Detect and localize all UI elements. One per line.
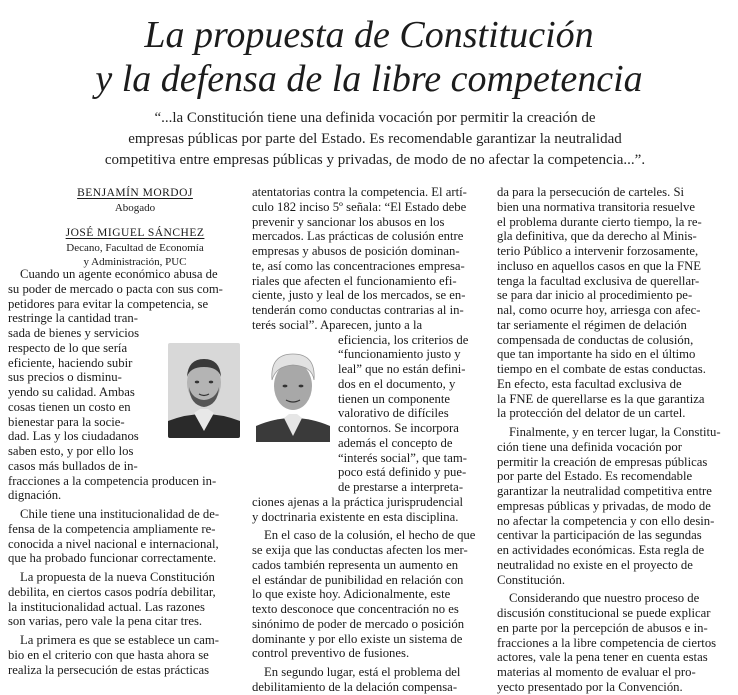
text-line: empresas y abusos de posición dominan- [252,244,460,258]
text-line: dad. Las y los ciudadanos [8,429,139,444]
text-line: incluso en aquellos casos en que la FNE [497,258,702,273]
text-line: lo que existe hoy. Adicionalmente, este [252,587,451,602]
text-line: el problema durante cierto tiempo, la re- [497,214,702,229]
text-line: te, así como las concentraciones empresa- [252,258,465,273]
text-line: bienestar para la socie- [8,414,125,429]
text-line: centivar la participación de las segundas [497,528,702,543]
text-line: “funcionamiento justo y [338,347,461,362]
text-line: La propuesta de la nueva Constitución [20,570,215,584]
text-line: control preventivo de fusiones. [252,646,410,661]
author-role: y Administración, PUC [83,256,187,268]
column-3 [497,185,733,695]
text-line: sinónimo de poder de mercado o posición [252,616,465,631]
text-line: “interés social”, que tam- [338,450,467,465]
text-line: actores, vale la pena tener en cuenta estas [497,650,708,665]
text-line: debilita, en ciertos casos podría debilitar, [8,584,216,599]
text-line: empresas públicas y privadas, de modo de [497,498,711,513]
text-line: dos en el documento, y [338,376,456,391]
text-line: nal, como ocurre hoy, arriesga con afec- [497,303,701,317]
text-line: se exija que las conductas afecten los mer- [252,543,468,557]
text-line: eficiencia, los criterios de [338,332,469,347]
text-line: En efecto, esta facultad exclusiva de [497,376,682,391]
text-line: Constitución. [497,572,566,587]
text-line: terés social”. Aparecen, junto a la [252,317,423,332]
text-line: Chile tiene una institucionalidad de de- [20,507,220,521]
byline [30,185,240,273]
text-line: petidores para evitar la competencia, se [8,296,209,311]
text-line: el estándar de punibilidad en relación con [252,572,464,587]
text-line: se para dar inicio al procedimiento pe- [497,288,693,303]
headline-line-1: La propuesta de Constitución [144,14,594,56]
text-line: que ha probado funcionar correctamente. [8,551,217,566]
text-line: Considerando que nuestro proceso de [509,591,700,606]
text-line: dignación. [8,488,62,503]
text-line: en actividades económicas. Esta regla de [497,543,705,557]
text-line: la institucionalidad actual. Las razones [8,599,205,614]
text-line: tiempo en el combate de estas conductas. [497,362,706,376]
text-line: tenga la facultad exclusiva de querellar- [497,273,700,288]
text-line: yecto presentado por la Convención. [497,679,683,694]
text-line: realiza la persecución de estas prácticas [8,662,210,677]
text-line: Cuando un agente económico abusa de [20,267,218,281]
text-line: y doctrinaria existente en esta disciplina. [252,509,459,524]
text-line: fracciones a la competencia producen in- [8,473,217,488]
pull-quote-line: “...la Constitución tiene una definida vocación por permitir la creación de [154,110,596,126]
text-line: bio en el criterio con que hasta ahora se [8,647,209,662]
text-line: de prestarse a interpreta- [338,480,464,494]
pull-quote [30,108,720,171]
text-line: saben esto, y por ello los [8,444,134,458]
text-line: respecto de lo que sería [8,340,128,355]
column-1 [8,267,240,677]
text-line: atentatorias contra la competencia. El artí- [252,185,467,199]
text-line: Finalmente, y en tercer lugar, la Constitu- [509,425,721,439]
pull-quote-line: competitiva entre empresas públicas y privadas, de modo de no afectar la competencia...”. [104,152,646,168]
text-line: la FNE de querellarse es la que garantiza [497,391,705,406]
text-line: leal” que no están defini- [338,362,466,376]
text-line: no afectar la competencia y con ello desin- [497,513,715,528]
text-line: discusión constitucional se puede explicar [497,606,711,620]
text-line: debilitamiento de la delación compensa- [252,679,458,694]
text-line: La primera es que se establece un cam- [20,633,220,647]
text-line: riales que afecten el funcionamiento efi- [252,273,457,288]
text-line: cados también representa un aumento en [252,557,459,572]
text-line: su poder de mercado o pacta con sus com- [8,281,223,296]
text-line: ciente, justo y leal de los mercados, se en- [252,288,466,303]
author-role: Decano, Facultad de Economía [66,242,204,254]
text-line: en parte por la percepción de abusos e in- [497,620,708,635]
text-line: yendo su calidad. Ambas [8,385,135,399]
text-line: por parte del Estado. Es recomendable [497,469,693,484]
text-line: terio Público a intervenir forzosamente, [497,244,699,258]
text-line: fracciones a la libre competencia de ciertos [497,635,717,650]
text-line: texto desconoce que concentración no es [252,602,459,616]
text-line: sus precios o disminu- [8,370,122,385]
text-line: prevenir y sancionar los abusos en los [252,214,445,229]
text-line: conocida a nivel nacional e internacional, [8,536,219,551]
text-line: da para la persecución de carteles. Si [497,185,685,199]
text-line: cosas tienen un costo en [8,399,131,414]
text-line: materias al momento de evaluar el pro- [497,665,696,679]
text-line: casos más bullados de in- [8,458,138,473]
text-line: que tan importante ha sido en el último [497,347,696,362]
text-line: son varias, pero vale la pena citar tres. [8,614,203,629]
text-line: bien una normativa transitoria resuelve [497,199,695,214]
text-line: compensada de conductas de colusión, [497,332,694,347]
text-line: permitir la creación de empresas públicas [497,454,708,469]
pull-quote-line: empresas públicas por parte del Estado. Es recomendable garantizar la neutralidad [128,131,622,147]
text-line: fensa de la competencia ampliamente re- [8,521,216,536]
text-line: valorativo de difíciles [338,406,449,421]
text-line: ciones ajenas a la práctica jurisprudencial [252,494,464,509]
text-line: poco está definido y pue- [338,465,467,480]
text-line: ción tiene una definida vocación por [497,439,682,454]
text-line: gla definitiva, que da derecho al Minis- [497,229,697,244]
text-line: sada de bienes y servicios [8,326,140,340]
text-line: tienen un componente [338,391,451,406]
text-line: tenderán como conductas contrarias al in- [252,303,464,317]
text-line: En segundo lugar, está el problema del [264,665,461,679]
author-name: BENJAMÍN MORDOJ [77,187,193,199]
text-line: además el concepto de [338,435,453,450]
text-line: garantizar la neutralidad competitiva entre [497,484,712,498]
text-line: restringe la cantidad tran- [8,311,138,326]
text-line: culo 182 inciso 5º señala: “El Estado debe [252,199,467,214]
text-line: dominante y por ello existe un sistema de [252,631,463,646]
author-role: Abogado [114,202,156,214]
text-line: mercados. Las prácticas de colusión entre [252,229,464,244]
text-line: contornos. Se incorpora [338,421,459,435]
text-line: eficiente, haciendo subir [8,355,133,370]
text-line: neutralidad no existe en el proyecto de [497,557,693,572]
text-line: tar seriamente el régimen de delación [497,317,687,332]
column-2 [252,185,484,695]
text-line: En el caso de la colusión, el hecho de que [264,528,476,543]
author-name: JOSÉ MIGUEL SÁNCHEZ [65,227,205,239]
text-line: la protección del delator de un cartel. [497,406,686,421]
headline-line-2: y la defensa de la libre competencia [95,58,643,100]
